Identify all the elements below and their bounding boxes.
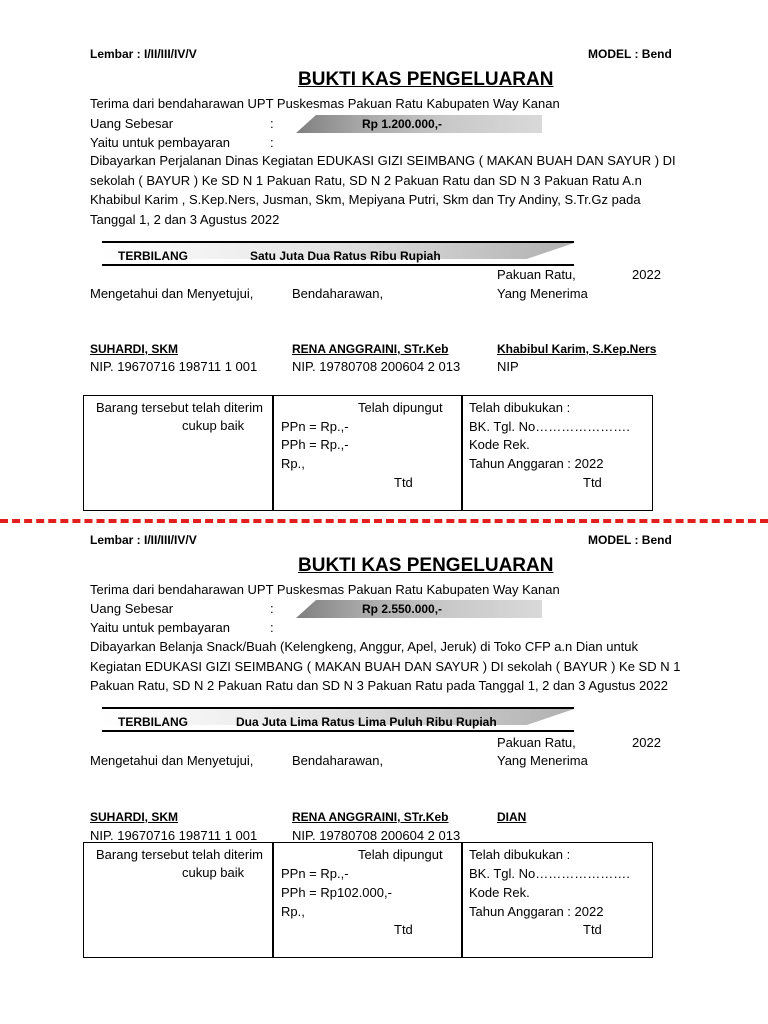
signer-3-nip: NIP bbox=[497, 359, 519, 374]
bk-line: BK. Tgl. No…………………. bbox=[469, 866, 630, 881]
signer-2-name: RENA ANGGRAINI, STr.Keb bbox=[292, 342, 449, 356]
signer-2-nip: NIP. 19780708 200604 2 013 bbox=[292, 828, 461, 843]
terima-line: Terima dari bendaharawan UPT Puskesmas Pakuan Ratu Kabupaten Way Kanan bbox=[90, 96, 560, 111]
received-note: Barang tersebut telah diterim bbox=[96, 400, 263, 415]
bk-line: BK. Tgl. No…………………. bbox=[469, 419, 630, 434]
amount-value: Rp 2.550.000,- bbox=[362, 602, 443, 616]
yang-menerima-label: Yang Menerima bbox=[497, 753, 588, 768]
received-note: Barang tersebut telah diterim bbox=[96, 847, 263, 862]
tax-title: Telah dipungut bbox=[358, 400, 443, 415]
terbilang-top-line bbox=[102, 241, 574, 243]
box-divider bbox=[461, 396, 463, 510]
uang-sebesar-label: Uang Sebesar bbox=[90, 601, 174, 616]
colon: : bbox=[270, 135, 274, 150]
bendaharawan-label: Bendaharawan, bbox=[292, 286, 384, 301]
page-title: BUKTI KAS PENGELUARAN bbox=[298, 555, 554, 576]
signer-1-name: SUHARDI, SKM bbox=[90, 810, 179, 824]
received-note-2: cukup baik bbox=[182, 865, 245, 880]
mengetahui-label: Mengetahui dan Menyetujui, bbox=[90, 753, 254, 768]
page-title: BUKTI KAS PENGELUARAN bbox=[298, 69, 554, 90]
pph-line: PPh = Rp102.000,- bbox=[281, 885, 392, 900]
colon: : bbox=[270, 116, 274, 131]
yaitu-label: Yaitu untuk pembayaran bbox=[90, 135, 230, 150]
rp-line: Rp., bbox=[281, 456, 305, 471]
kode-rek-line: Kode Rek. bbox=[469, 437, 530, 452]
ttd-label: Ttd bbox=[583, 922, 602, 937]
rp-line: Rp., bbox=[281, 904, 305, 919]
signer-2-name: RENA ANGGRAINI, STr.Keb bbox=[292, 810, 449, 824]
kode-rek-line: Kode Rek. bbox=[469, 885, 530, 900]
received-note-2: cukup baik bbox=[182, 418, 245, 433]
year-label: 2022 bbox=[632, 735, 661, 750]
booked-title: Telah dibukukan : bbox=[469, 400, 571, 415]
yang-menerima-label: Yang Menerima bbox=[497, 286, 588, 301]
box-divider bbox=[461, 843, 463, 957]
lembar-label: Lembar : I/II/III/IV/V bbox=[90, 47, 197, 61]
uang-sebesar-label: Uang Sebesar bbox=[90, 116, 174, 131]
payment-description: Dibayarkan Perjalanan Dinas Kegiatan EDUKASI GIZI SEIMBANG ( MAKAN BUAH DAN SAYUR ) DI sekolah ( BAYUR ) Ke SD N 1 Pakuan Ratu, SD N 2 Pakuan Ratu dan SD N 3 Pakuan Ratu A.n Khabibul Karim , S.Kep.Ners, Jusman, Skm, Mepiyana Putri, Skm dan Try Andiny, S.Tr.Gz pada Tanggal 1, 2 dan 3 Agustus 2022 bbox=[90, 153, 676, 227]
terbilang-label: TERBILANG bbox=[118, 249, 188, 263]
pph-line: PPh = Rp.,- bbox=[281, 437, 349, 452]
ttd-label: Ttd bbox=[394, 922, 413, 937]
model-label: MODEL : Bend bbox=[588, 47, 672, 61]
booked-title: Telah dibukukan : bbox=[469, 847, 571, 862]
signer-1-name: SUHARDI, SKM bbox=[90, 342, 179, 356]
bendaharawan-label: Bendaharawan, bbox=[292, 753, 384, 768]
terbilang-value: Dua Juta Lima Ratus Lima Puluh Ribu Rupiah bbox=[236, 715, 497, 729]
terbilang-value: Satu Juta Dua Ratus Ribu Rupiah bbox=[250, 249, 441, 263]
box-divider bbox=[272, 843, 274, 957]
signer-3-name: DIAN bbox=[497, 810, 527, 824]
signer-1-nip: NIP. 19670716 198711 1 001 bbox=[90, 359, 258, 374]
tax-title: Telah dipungut bbox=[358, 847, 443, 862]
ppn-line: PPn = Rp.,- bbox=[281, 866, 349, 881]
tahun-anggaran-line: Tahun Anggaran : 2022 bbox=[469, 456, 604, 471]
terbilang-top-line bbox=[102, 707, 574, 709]
terbilang-label: TERBILANG bbox=[118, 715, 188, 729]
cut-line-divider bbox=[0, 519, 768, 523]
model-label: MODEL : Bend bbox=[588, 533, 672, 547]
place-label: Pakuan Ratu, bbox=[497, 267, 576, 282]
colon: : bbox=[270, 601, 274, 616]
terima-line: Terima dari bendaharawan UPT Puskesmas Pakuan Ratu Kabupaten Way Kanan bbox=[90, 582, 560, 597]
signer-3-name: Khabibul Karim, S.Kep.Ners bbox=[497, 342, 657, 356]
tahun-anggaran-line: Tahun Anggaran : 2022 bbox=[469, 904, 604, 919]
lembar-label: Lembar : I/II/III/IV/V bbox=[90, 533, 197, 547]
signer-1-nip: NIP. 19670716 198711 1 001 bbox=[90, 828, 258, 843]
colon: : bbox=[270, 620, 274, 635]
ttd-label: Ttd bbox=[394, 475, 413, 490]
mengetahui-label: Mengetahui dan Menyetujui, bbox=[90, 286, 254, 301]
terbilang-bottom-line bbox=[102, 730, 574, 732]
yaitu-label: Yaitu untuk pembayaran bbox=[90, 620, 230, 635]
place-label: Pakuan Ratu, bbox=[497, 735, 576, 750]
box-divider bbox=[272, 396, 274, 510]
amount-value: Rp 1.200.000,- bbox=[362, 117, 443, 131]
ppn-line: PPn = Rp.,- bbox=[281, 419, 349, 434]
ttd-label: Ttd bbox=[583, 475, 602, 490]
terbilang-bottom-line bbox=[102, 264, 574, 266]
payment-description: Dibayarkan Belanja Snack/Buah (Kelengkeng, Anggur, Apel, Jeruk) di Toko CFP a.n Dian untuk Kegiatan EDUKASI GIZI SEIMBANG ( MAKAN BUAH DAN SAYUR ) DI sekolah ( BAYUR ) Ke SD N 1 Pakuan Ratu, SD N 2 Pakuan Ratu dan SD N 3 Pakuan Ratu pada Tanggal 1, 2 dan 3 Agustus 2022 bbox=[90, 639, 681, 693]
year-label: 2022 bbox=[632, 267, 661, 282]
signer-2-nip: NIP. 19780708 200604 2 013 bbox=[292, 359, 461, 374]
